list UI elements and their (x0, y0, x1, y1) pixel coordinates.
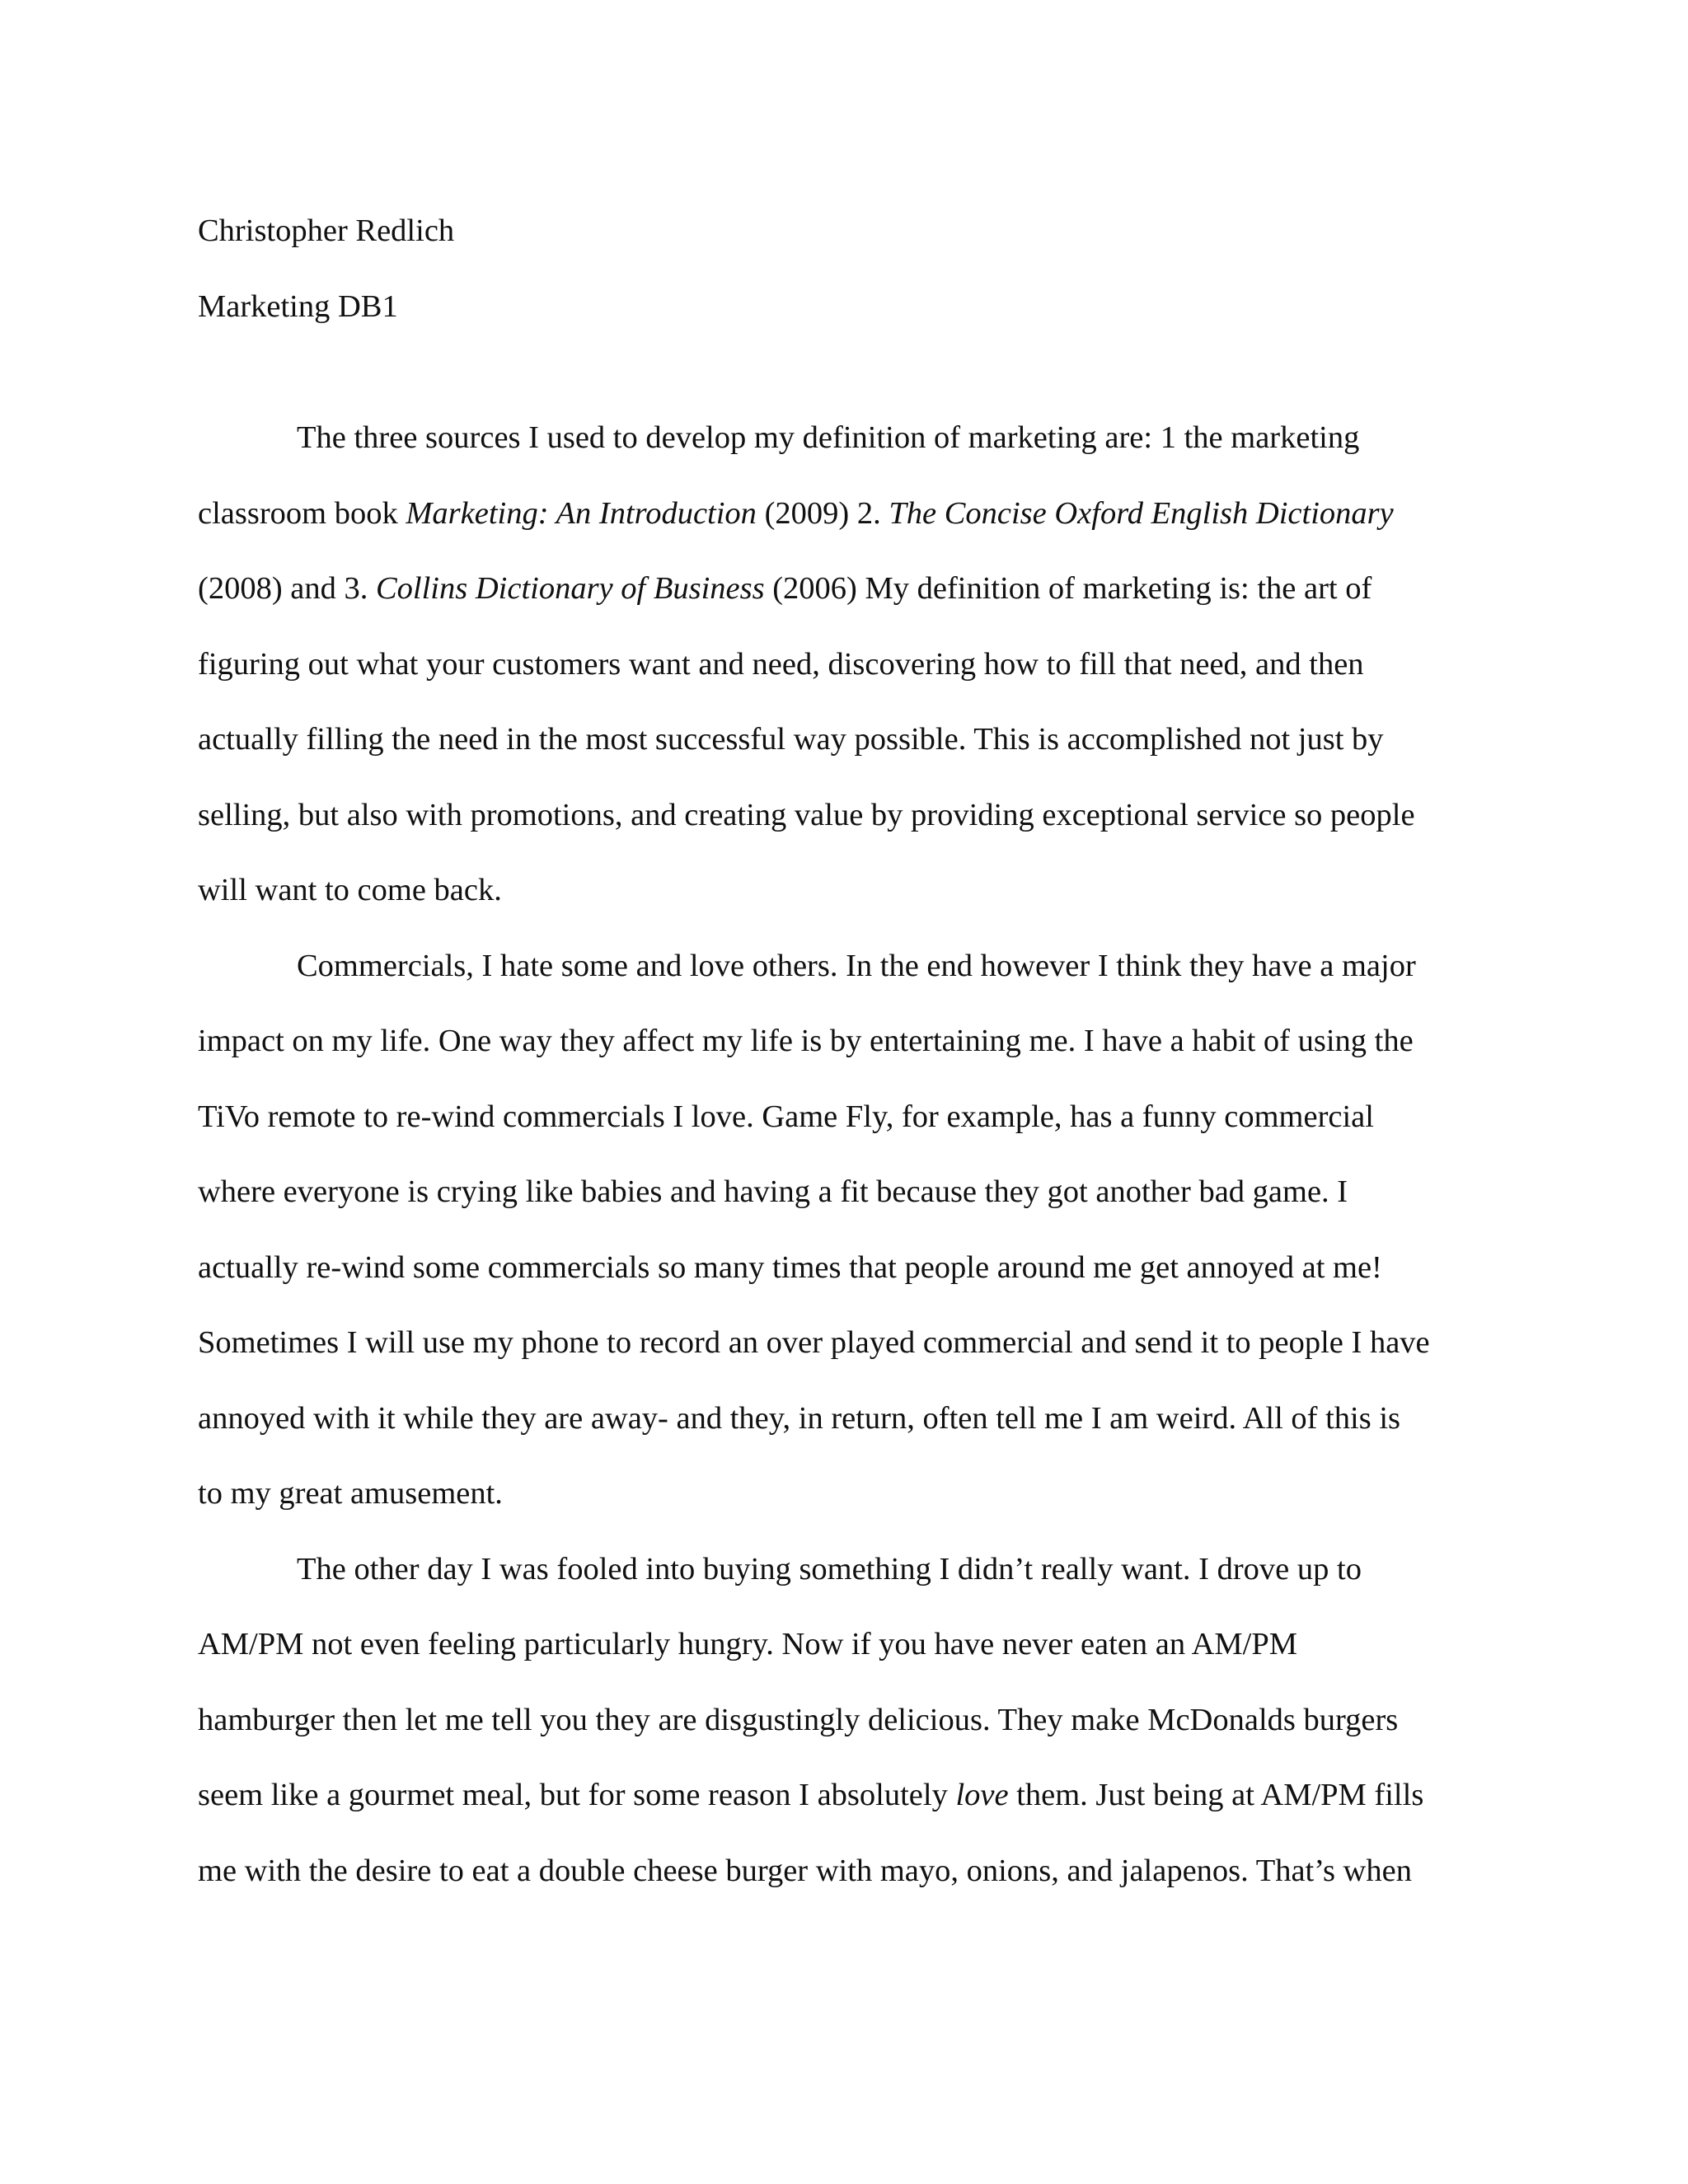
text-line (198, 721, 1508, 797)
text-run: actually re-wind some commercials so many times that people around me get annoyed at me! (198, 1249, 1382, 1285)
text-line (198, 1702, 1508, 1778)
text-run: them. Just being at AM/PM fills (1008, 1778, 1424, 1812)
essay-body (198, 419, 1508, 1928)
text-line (198, 1099, 1508, 1174)
text-run: figuring out what your customers want and need, discovering how to fill that need, and then (198, 646, 1364, 682)
header-spacer (198, 344, 1508, 419)
text-line (198, 1023, 1508, 1099)
text-run: The other day I was fooled into buying something I didn’t really want. I drove up to (297, 1551, 1362, 1586)
text-run: The three sources I used to develop my definition of marketing are: 1 the marketing (297, 420, 1360, 455)
text-run: Sometimes I will use my phone to record an over played commercial and send it to people I have (198, 1325, 1430, 1360)
text-run: classroom book (198, 495, 406, 531)
text-line (198, 1400, 1508, 1476)
text-run: selling, but also with promotions, and creating value by providing exceptional service so people (198, 797, 1415, 832)
text-line (198, 495, 1508, 571)
text-line (198, 797, 1508, 873)
text-run: will want to come back. (198, 873, 502, 907)
text-run: annoyed with it while they are away- and they, in return, often tell me I am weird. All of this is (198, 1400, 1401, 1436)
text-run: hamburger then let me tell you they are disgustingly delicious. They make McDonalds burgers (198, 1702, 1399, 1737)
text-run: AM/PM not even feeling particularly hungry. Now if you have never eaten an AM/PM (198, 1627, 1298, 1661)
text-line (198, 948, 1508, 1024)
text-run: impact on my life. One way they affect my life is by entertaining me. I have a habit of using the (198, 1024, 1414, 1058)
text-line (198, 1626, 1508, 1702)
italic-title: Marketing: An Introduction (406, 495, 757, 531)
essay-paragraph (198, 948, 1508, 1551)
document-body (198, 193, 1508, 1928)
text-run: (2009) 2. (756, 495, 889, 531)
italic-title: Collins Dictionary of Business (375, 571, 765, 606)
italic-title: The Concise Oxford English Dictionary (889, 495, 1394, 531)
text-run: seem like a gourmet meal, but for some reason I absolutely (198, 1778, 956, 1812)
text-line (198, 1174, 1508, 1249)
text-run: actually filling the need in the most successful way possible. This is accomplished not just by (198, 722, 1384, 757)
text-line (198, 1853, 1508, 1929)
text-run: where everyone is crying like babies and having a fit because they got another bad game. I (198, 1174, 1348, 1209)
text-line (198, 570, 1508, 646)
text-run: (2008) and 3. (198, 571, 376, 606)
text-line (198, 1551, 1508, 1627)
italic-title: love (955, 1778, 1009, 1812)
author-name: Christopher Redlich (198, 213, 455, 248)
text-line (198, 419, 1508, 495)
course-title: Marketing DB1 (198, 289, 398, 324)
text-line (198, 872, 1508, 948)
essay-paragraph (198, 419, 1508, 948)
text-run: me with the desire to eat a double cheese burger with mayo, onions, and jalapenos. That’s when (198, 1853, 1412, 1888)
text-run: to my great amusement. (198, 1476, 503, 1511)
text-run: (2006) My definition of marketing is: the art of (764, 571, 1372, 606)
text-run: TiVo remote to re-wind commercials I love. Game Fly, for example, has a funny commercial (198, 1099, 1374, 1134)
text-run: Commercials, I hate some and love others. In the end however I think they have a major (297, 948, 1416, 983)
text-line (198, 1324, 1508, 1400)
text-line (198, 646, 1508, 722)
text-line (198, 1777, 1508, 1853)
text-line (198, 1475, 1508, 1551)
essay-paragraph (198, 1551, 1508, 1929)
text-line (198, 1249, 1508, 1325)
